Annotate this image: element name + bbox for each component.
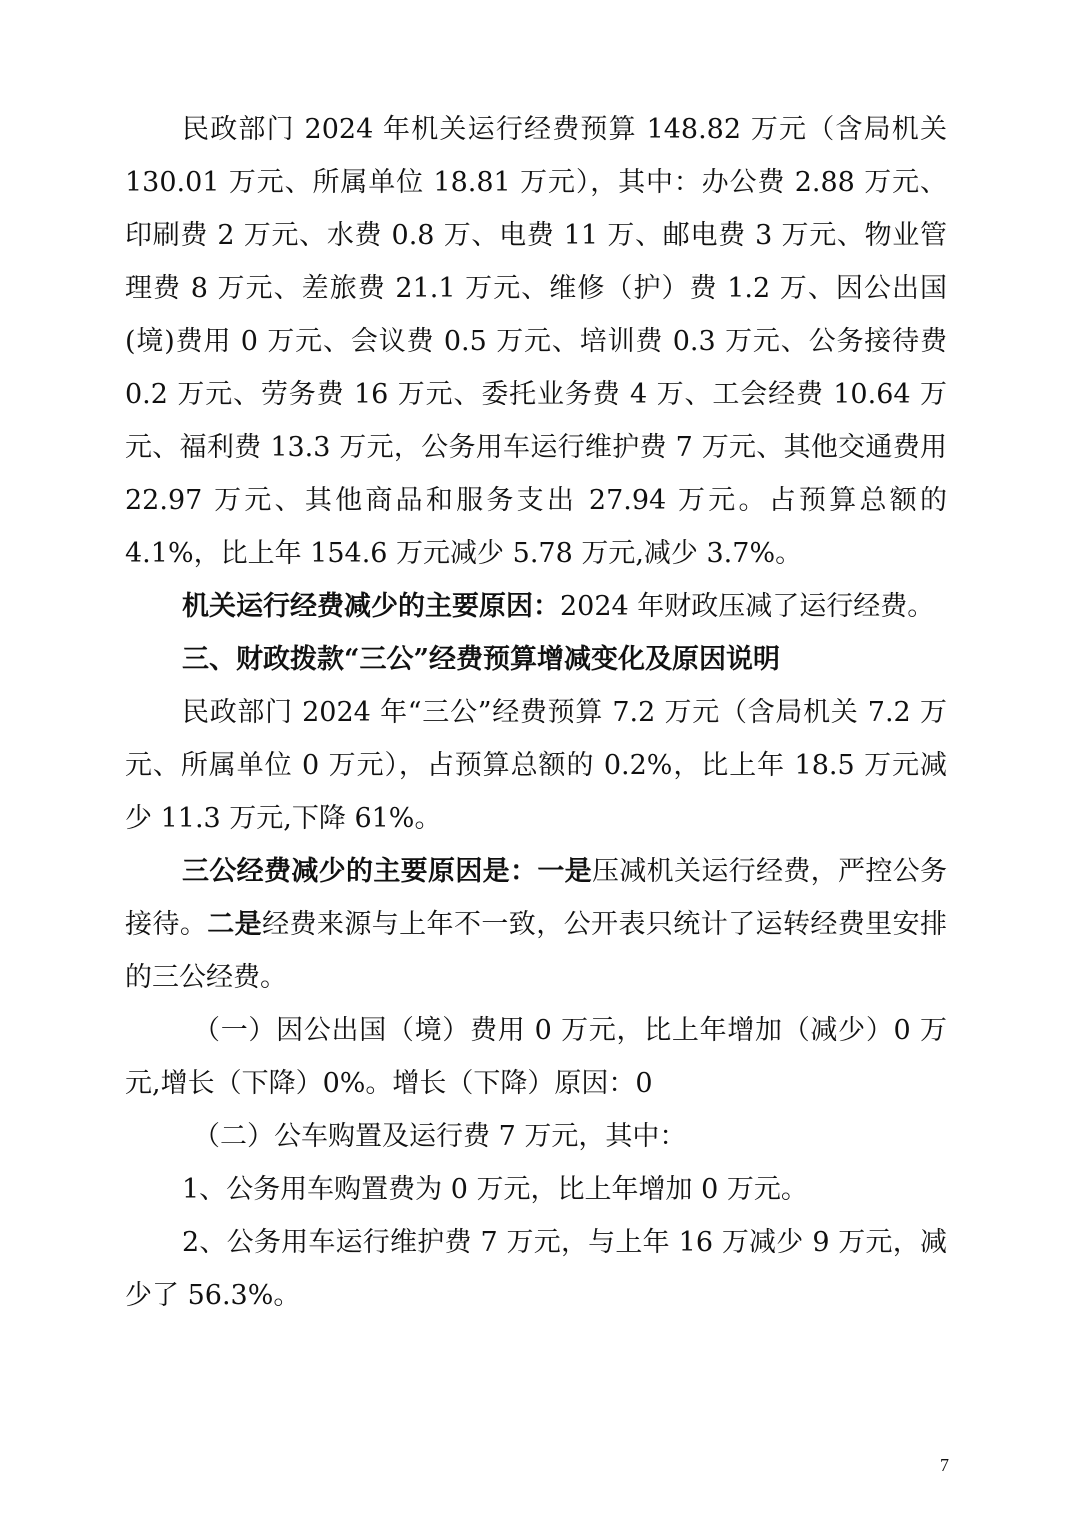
paragraph-vehicle-expenses: （二）公车购置及运行费 7 万元，其中： <box>193 1121 687 1152</box>
page-body <box>125 103 947 1322</box>
decrease-reason-label: 机关运行经费减少的主要原因： <box>182 591 560 622</box>
reasons-label-one: 三公经费减少的主要原因是：一是 <box>182 856 592 887</box>
reasons-text-one: 压减机关运行经费，严控公务接待。 <box>125 856 947 940</box>
paragraph-three-public-reasons <box>125 845 947 1004</box>
paragraph-overseas-expenses: （一）因公出国（境）费用 0 万元，比上年增加（减少）0 万元,增长（下降）0%。增长（下降）原因：0 <box>125 1015 947 1099</box>
decrease-reason-text: 2024 年财政压减了运行经费。 <box>560 591 935 622</box>
reasons-label-two: 二是 <box>207 909 263 940</box>
paragraph-operating-expenses: 民政部门 2024 年机关运行经费预算 148.82 万元（含局机关 130.01 万元、所属单位 18.81 万元），其中：办公费 2.88 万元、印刷费 2 万元、水费 0.8 万、电费 11 万、邮电费 3 万元、物业管理费 8 万元、差旅费 21.1 万元、维修（护）费 1.2 万、因公出国(境)费用 0 万元、会议费 0.5 万元、培训费 0.3 万元、公务接待费 0.2 万元、劳务费 16 万元、委托业务费 4 万、工会经费 10.64 万元、福利费 13.3 万元，公务用车运行维护费 7 万元、其他交通费用 22.97 万元、其他商品和服务支出 27.94 万元。占预算总额的 4.1%，比上年 154.6 万元减少 5.78 万元,减少 3.7%。 <box>125 114 947 569</box>
section-heading-three-public: 三、财政拨款“三公”经费预算增减变化及原因说明 <box>182 644 781 675</box>
paragraph-vehicle-purchase: 1、公务用车购置费为 0 万元，比上年增加 0 万元。 <box>182 1174 808 1205</box>
page-number: 7 <box>940 1455 949 1475</box>
paragraph-decrease-reason <box>125 580 947 633</box>
reasons-text-two: 经费来源与上年不一致，公开表只统计了运转经费里安排的三公经费。 <box>125 909 948 993</box>
paragraph-vehicle-maintenance: 2、公务用车运行维护费 7 万元，与上年 16 万减少 9 万元，减少了 56.3%。 <box>125 1227 947 1311</box>
paragraph-three-public-budget: 民政部门 2024 年“三公”经费预算 7.2 万元（含局机关 7.2 万元、所属单位 0 万元），占预算总额的 0.2%，比上年 18.5 万元减少 11.3 万元,下降 61%。 <box>125 697 947 834</box>
